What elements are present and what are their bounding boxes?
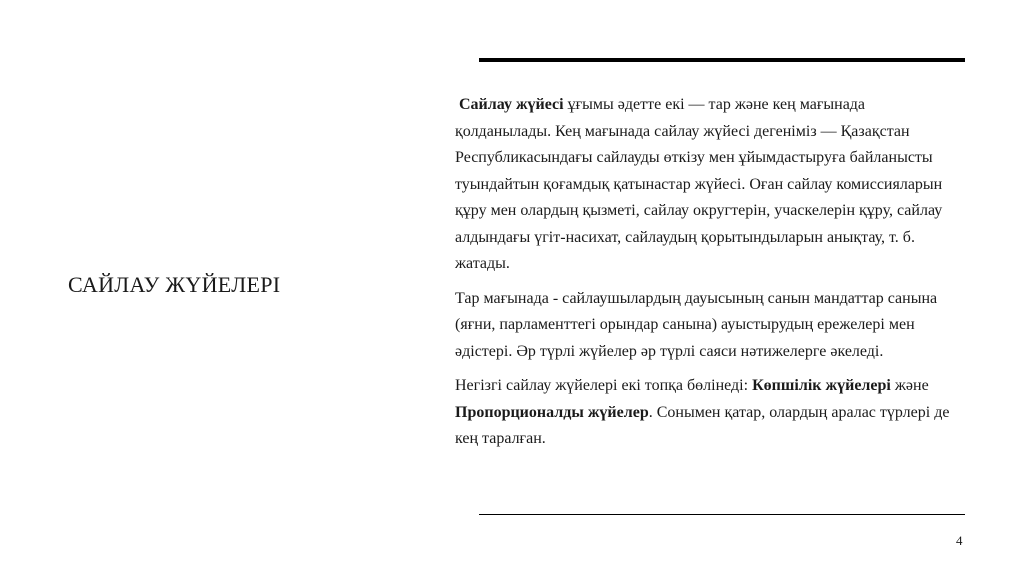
slide-title: САЙЛАУ ЖҮЙЕЛЕРІ bbox=[68, 272, 281, 297]
term-proportional-systems: Пропорционалды жүйелер bbox=[455, 403, 649, 421]
top-divider bbox=[479, 58, 965, 62]
paragraph-text: Тар мағынада - сайлаушылардың дауысының санын мандаттар санына (яғни, парламенттегі орындар санына) ауыстырудың ережелері мен әдістері. Әр түрлі жүйелер әр түрлі саяси нәтижелерге әкеледі. bbox=[455, 289, 938, 360]
term-electoral-system: Сайлау жүйесі bbox=[459, 96, 564, 113]
page-number: 4 bbox=[956, 533, 963, 548]
paragraph-system-types bbox=[455, 373, 965, 453]
paragraph-ending: . Сонымен қатар, олардың аралас түрлері де кең таралған. bbox=[455, 403, 950, 447]
slide-body bbox=[455, 92, 965, 461]
bottom-divider bbox=[479, 514, 965, 515]
paragraph-text: ұғымы әдетте екі — тар және кең мағынада қолданылады. Кең мағынада сайлау жүйесі дегеніміз — Қазақстан Республикасындағы сайлауды өткізу мен ұйымдастыруға байланысты туындайтын қоғамдық қатынастар жүйесі. Оған сайлау комиссияларын құру мен олардың қызметі, сайлау округтерін, учаскелерін құру, сайлау алдындағы үгіт-насихат, сайлаудың қорытындыларын анықтау, т. б. жатады. bbox=[455, 96, 943, 272]
paragraph-intro: Негізгі сайлау жүйелері екі топқа бөлінеді: bbox=[455, 377, 753, 394]
paragraph-connector: және bbox=[890, 377, 929, 394]
term-majority-systems: Көпшілік жүйелері bbox=[752, 377, 891, 394]
paragraph-narrow-definition bbox=[455, 286, 965, 366]
paragraph-broad-definition bbox=[455, 92, 965, 278]
